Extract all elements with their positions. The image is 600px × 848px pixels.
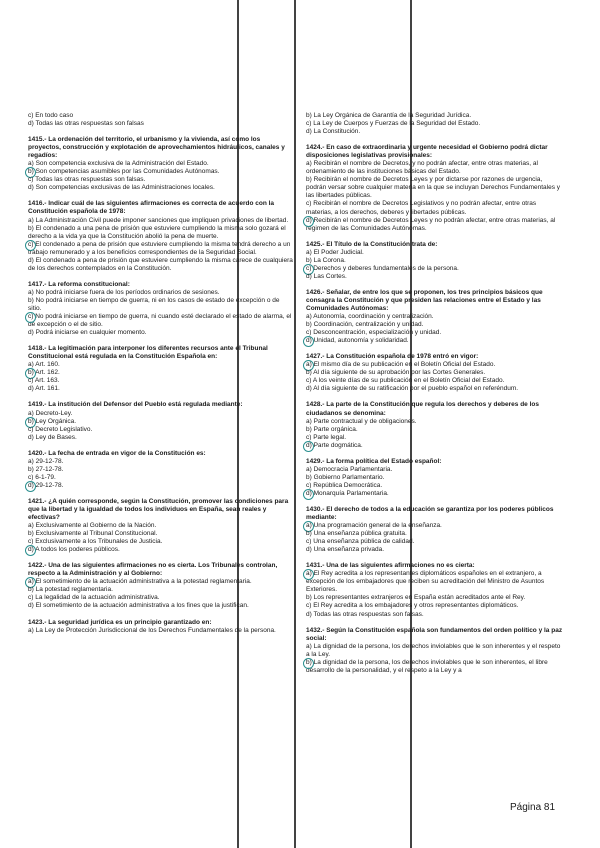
answer-option: d) Ley de Bases. xyxy=(28,433,77,441)
answer-option-marked: c) Derechos y deberes fundamentales de la persona. xyxy=(306,265,564,273)
answer-option: a) La Ley de Protección Jurisdiccional de los Derechos Fundamentales de la persona. xyxy=(28,626,276,634)
answer-option: a) Autonomía, coordinación y centralización. xyxy=(306,313,434,321)
answer-option: a) 29-12-78. xyxy=(28,457,64,465)
answer-option: d) La Constitución. xyxy=(306,128,361,136)
answer-option: b) La potestad reglamentaria. xyxy=(28,586,113,594)
question-stem: 1424.- En caso de extraordinaria y urgente necesidad el Gobierno podrá dictar disposiciones legislativas provisionales: xyxy=(306,144,548,160)
answer-option-marked: a) El mismo día de su publicación en el Boletín Oficial del Estado. xyxy=(306,361,564,369)
question-item xyxy=(28,401,293,441)
answer-option-marked: b) Ley Orgánica. xyxy=(28,418,293,426)
answer-option: d) Todas las otras respuestas son falsas xyxy=(28,120,144,128)
continued-answers xyxy=(28,112,293,136)
question-item xyxy=(28,619,293,635)
answer-option: c) 6-1-79. xyxy=(28,473,56,481)
answer-option-marked: d) 29-12-78. xyxy=(28,482,293,490)
question-item xyxy=(306,506,564,554)
answer-option: c) La legalidad de la actuación administrativa. xyxy=(28,594,160,602)
question-item xyxy=(306,401,564,449)
answer-option: c) Decreto Legislativo. xyxy=(28,425,93,433)
question-item xyxy=(306,562,564,618)
answer-option: a) No podrá iniciarse fuera de los períodos ordinarios de sesiones. xyxy=(28,288,220,296)
question-item xyxy=(28,450,293,490)
answer-option: d) Podrá iniciarse en cualquier momento. xyxy=(28,329,147,337)
answer-option-marked: a) El Rey acredita a los representantes diplomáticos españoles en el extranjero, a excepción de los embajadores que reciben su acreditación del Ministro de Asuntos Exteriores. xyxy=(306,570,564,594)
answer-option-marked: a) Una programación general de la enseñanza. xyxy=(306,522,564,530)
answer-option: d) Una enseñanza privada. xyxy=(306,546,385,554)
question-stem: 1425.- El Título de la Constitución trata de: xyxy=(306,240,438,248)
answer-option: b) Exclusivamente al Tribunal Constitucional. xyxy=(28,530,158,538)
answer-option: a) Parte contractual y de obligaciones. xyxy=(306,417,417,425)
answer-option: c) Una enseñanza pública de calidad. xyxy=(306,538,415,546)
question-stem: 1427.- La Constitución española de 1978 entró en vigor: xyxy=(306,353,479,361)
answer-option: c) Desconcentración, especialización y unidad. xyxy=(306,329,442,337)
answer-option-marked: b) La dignidad de la persona, los derechos inviolables que le son inherentes, el libre desarrollo de la personalidad, y el respeto a la Ley y a xyxy=(306,659,564,675)
answer-option: c) Recibirán el nombre de Decretos Legislativos y no podrán afectar, entre otras materias, a los derechos, deberes y libertades públicas. xyxy=(306,200,537,216)
answer-option: d) Todas las otras respuestas son falsas. xyxy=(306,610,424,618)
answer-option: b) La Ley Orgánica de Garantía de la Seguridad Jurídica. xyxy=(306,112,472,119)
answer-option: d) Al día siguiente de su ratificación por el pueblo español en referéndum. xyxy=(306,385,519,393)
question-item xyxy=(306,241,564,281)
document-page xyxy=(0,112,600,848)
answer-option: b) Parte orgánica. xyxy=(306,425,358,433)
answer-option: c) Exclusivamente a los Tribunales de Justicia. xyxy=(28,538,163,546)
question-stem: 1416.- Indicar cuál de las siguientes afirmaciones es correcta de acuerdo con la Constitución española de 1978: xyxy=(28,200,275,216)
answer-option: d) Las Cortes. xyxy=(306,272,347,280)
answer-option: a) La dignidad de la persona, los derechos inviolables que le son inherentes y el respeto a la Ley. xyxy=(306,642,561,658)
question-item xyxy=(306,458,564,498)
answer-option: c) En todo caso xyxy=(28,112,74,119)
question-item xyxy=(28,136,293,192)
answer-option: a) Decreto-Ley. xyxy=(28,409,73,417)
question-list xyxy=(28,136,293,635)
question-item xyxy=(306,627,564,675)
answer-option: a) Recibirán el nombre de Decretos, y no podrán afectar, entre otras materias, al ordenamiento de las instituciones básicas del Estado. xyxy=(306,160,538,176)
answer-option: a) Art. 160. xyxy=(28,361,60,369)
answer-option: c) Todas las otras respuestas son falsas. xyxy=(28,176,146,184)
answer-option: b) Al día siguiente de su aprobación por las Cortes Generales. xyxy=(306,369,486,377)
answer-option: b) Coordinación, centralización y unidad. xyxy=(306,321,424,329)
question-item xyxy=(28,562,293,610)
answer-option: d) Son competencias exclusivas de las Administraciones locales. xyxy=(28,184,215,192)
question-stem: 1421.- ¿A quién corresponde, según la Constitución, promover las condiciones para que la libertad y la igualdad de todos los individuos en España, sean reales y efectivas? xyxy=(28,497,289,522)
question-stem: 1417.- La reforma constitucional: xyxy=(28,280,130,288)
answer-option: b) La Corona. xyxy=(306,256,346,264)
answer-option: b) El condenado a una pena de prisión que estuviere cumpliendo la misma solo gozará el derecho a la vida ya que la Constitución abolió la pena de muerte. xyxy=(28,224,286,240)
answer-option: a) El Poder Judicial. xyxy=(306,248,364,256)
answer-option: c) Parte legal. xyxy=(306,433,347,441)
question-item xyxy=(306,353,564,393)
answer-option: c) El Rey acredita a los embajadores y otros representantes diplomáticos. xyxy=(306,602,519,610)
answer-option: b) Recibirán el nombre de Decretos Leyes y por dictarse por razones de urgencia, podrán versar sobre cualquier materia en la que se incluyan Derechos Fundamentales y las libertades públicas. xyxy=(306,176,561,200)
answer-option-marked: d) Unidad, autonomía y solidaridad. xyxy=(306,337,564,345)
answer-option: b) No podrá iniciarse en tiempo de guerra, ni en los casos de estado de excepción o de sitio. xyxy=(28,296,280,312)
answer-option: d) Art. 161. xyxy=(28,385,60,393)
answer-option-marked: d) A todos los poderes públicos. xyxy=(28,546,293,554)
question-stem: 1422.- Una de las siguientes afirmaciones no es cierta. Los Tribunales controlan, respecto a la Administración y al Gobierno: xyxy=(28,562,278,578)
question-stem: 1426.- Señalar, de entre los que se proponen, los tres principios básicos que consagra la Constitución y que presiden las relaciones entre el Estado y las Comunidades Autónomas: xyxy=(306,288,543,312)
question-stem: 1432.- Según la Constitución española son fundamentos del orden político y la paz social: xyxy=(306,626,563,642)
question-item xyxy=(306,289,564,345)
question-item xyxy=(306,144,564,233)
answer-option-marked: d) Recibirán el nombre de Decretos Leyes y no podrán afectar, entre otras materias, al régimen de las Comunidades Autónomas. xyxy=(306,217,564,233)
question-stem: 1430.- El derecho de todos a la educación se garantiza por los poderes públicos mediante: xyxy=(306,505,554,522)
answer-option-marked: a) El sometimiento de la actuación administrativa a la potestad reglamentaria. xyxy=(28,578,293,586)
question-stem: 1429.- La forma política del Estado español: xyxy=(306,457,442,465)
answer-option: a) Son competencia exclusiva de la Administración del Estado. xyxy=(28,160,209,168)
answer-option-marked: d) Monarquía Parlamentaria. xyxy=(306,490,564,498)
answer-option: c) Art. 163. xyxy=(28,377,60,385)
answer-option: b) 27-12-78. xyxy=(28,465,64,473)
question-stem: 1423.- La seguridad jurídica es un principio garantizado en: xyxy=(28,618,212,626)
question-stem: 1419.- La institución del Defensor del Pueblo está regulada mediante: xyxy=(28,401,243,409)
answer-option: b) Gobierno Parlamentario. xyxy=(306,473,385,481)
question-item xyxy=(28,200,293,272)
answer-option: c) República Democrática. xyxy=(306,481,383,489)
question-stem: 1418.- La legitimación para interponer los diferentes recursos ante el Tribunal Constitucional está regulada en la Constitución Española en: xyxy=(28,345,268,361)
continued-answers xyxy=(306,112,564,144)
question-stem: 1420.- La fecha de entrada en vigor de la Constitución es: xyxy=(28,449,206,457)
answer-option-marked: b) Art. 162. xyxy=(28,369,293,377)
answer-option: a) Exclusivamente al Gobierno de la Nación. xyxy=(28,522,157,530)
question-item xyxy=(28,345,293,393)
right-column xyxy=(306,112,564,675)
answer-option: b) Una enseñanza pública gratuita. xyxy=(306,530,407,538)
left-column xyxy=(28,112,293,635)
answer-option: c) La Ley de Cuerpos y Fuerzas de la Seguridad del Estado. xyxy=(306,120,481,128)
question-stem: 1415.- La ordenación del territorio, el urbanismo y la vivienda, así como los proyectos, construcción y explotación de aprovechamientos hidráulicos, canales y regadíos: xyxy=(28,136,285,160)
answer-option-marked: d) Parte dogmática. xyxy=(306,442,564,450)
question-stem: 1428.- La parte de la Constitución que regula los derechos y deberes de los ciudadanos se denomina: xyxy=(306,401,539,417)
answer-option-marked: c) No podrá iniciarse en tiempo de guerra, ni cuando esté declarado el estado de alarma, el de excepción o el de sitio. xyxy=(28,313,292,329)
answer-option-marked: c) El condenado a pena de prisión que estuviere cumpliendo la misma tendrá derecho a un trabajo remunerado y a los beneficios correspondientes de la Seguridad Social. xyxy=(28,241,293,257)
answer-option: c) A los veinte días de su publicación en el Boletín Oficial del Estado. xyxy=(306,377,505,385)
question-item xyxy=(28,281,293,337)
page-number: Página 81 xyxy=(510,802,556,813)
question-stem: 1431.- Una de las siguientes afirmaciones no es cierta: xyxy=(306,562,475,570)
question-item xyxy=(28,498,293,554)
answer-option: a) Democracia Parlamentaria. xyxy=(306,465,393,473)
answer-option-marked: b) Son competencias asumibles por las Comunidades Autónomas. xyxy=(28,168,293,176)
answer-option: d) El sometimiento de la actuación administrativa a los fines que la justifican. xyxy=(28,602,249,610)
question-list xyxy=(306,144,564,675)
answer-option: a) La Administración Civil puede imponer sanciones que impliquen privaciones de libertad. xyxy=(28,216,289,224)
answer-option: d) El condenado a pena de prisión que estuviere cumpliendo la misma carece de cualquiera de los derechos contemplados en la Constitución. xyxy=(28,256,293,272)
answer-option: b) Los representantes extranjeros en España están acreditados ante el Rey. xyxy=(306,594,526,602)
